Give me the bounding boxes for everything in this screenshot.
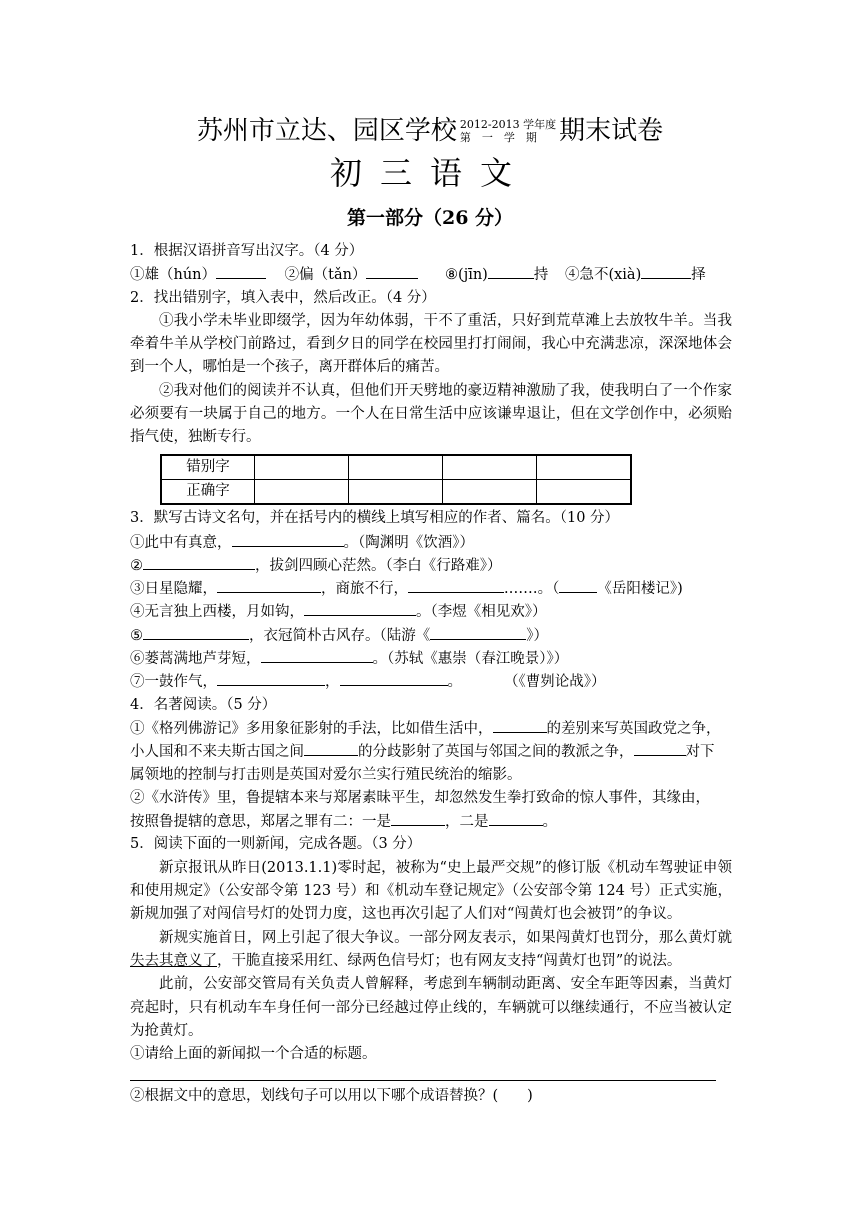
q4-blank[interactable] bbox=[391, 810, 445, 826]
q4-b-text-3: 。 bbox=[542, 814, 557, 831]
q3-line-2 bbox=[130, 554, 732, 577]
answer-cell[interactable] bbox=[349, 479, 443, 504]
q1-blank-2[interactable] bbox=[366, 263, 418, 279]
q4-a-text-2: 的差别来写英国政党之争， bbox=[546, 720, 721, 737]
q3-line-6 bbox=[130, 647, 732, 670]
q3-line-1 bbox=[130, 531, 732, 554]
q3-l7-text-2: ， bbox=[325, 674, 340, 691]
q3-l6-source: 。（苏轼《惠崇（春江晚景）》） bbox=[372, 651, 569, 668]
q1-prompt: 1．根据汉语拼音写出汉字。（4 分） bbox=[130, 243, 364, 259]
q4-b-line-2 bbox=[130, 810, 732, 833]
q3-title-blank[interactable] bbox=[430, 624, 526, 640]
answer-cell[interactable] bbox=[443, 479, 537, 504]
q3-l1-source: 。（陶渊明《饮酒》） bbox=[343, 534, 474, 551]
q4-a-line-3: 属领地的控制与打击则是英国对爱尔兰实行殖民统治的缩影。 bbox=[130, 766, 522, 783]
q3-blank[interactable] bbox=[217, 577, 321, 593]
answer-cell[interactable] bbox=[255, 455, 349, 480]
q3-l3-source: 《岳阳楼记》) bbox=[597, 581, 683, 598]
school-name: 苏州市立达、园区学校 bbox=[196, 116, 457, 146]
q4-prompt: 4．名著阅读。（5 分） bbox=[130, 696, 277, 713]
q3-l3-text-2: ，商旅不行， bbox=[321, 581, 408, 598]
q3-l4-text: ④无言独上西楼，月如钩， bbox=[130, 604, 304, 621]
q3-blank[interactable] bbox=[143, 554, 255, 570]
q1-item-4: ④急不(xià) bbox=[564, 267, 642, 284]
q3-l5-text-2: ，衣冠简朴古风存。（陆游《 bbox=[249, 627, 431, 644]
q1-item-1: ①雄（hún） bbox=[130, 267, 217, 284]
q3-line-4 bbox=[130, 600, 732, 623]
q3-blank[interactable] bbox=[217, 670, 325, 686]
answer-cell[interactable] bbox=[443, 455, 537, 480]
q5-p2-text-2: ，干脆直接采用红、绿两色信号灯；也有网友支持“闯黄灯也罚”的说法。 bbox=[217, 952, 682, 969]
q5-subquestion-2: ②根据文中的意思，划线句子可以用以下哪个成语替换？( ) bbox=[130, 1088, 533, 1105]
q3-author-blank[interactable] bbox=[559, 577, 597, 593]
q3-line-5 bbox=[130, 624, 732, 647]
q2-passage-1: ①我小学未毕业即缀学，因为年幼体弱，干不了重活，只好到荒草滩上去放牧牛羊。当我牵着牛羊从学校门前路过，看到夕日的同学在校园里打打闹闹，我心中充满悲凉，深深地体会到一个人，哪怕是一个孩子，离开群体后的痛苦。 bbox=[130, 312, 732, 376]
q3-blank[interactable] bbox=[232, 531, 344, 547]
row-label-wrong: 错别字 bbox=[161, 455, 255, 480]
q3-blank[interactable] bbox=[408, 577, 504, 593]
q1-blank-3[interactable] bbox=[488, 263, 534, 279]
q1-item-4-tail: 择 bbox=[691, 267, 706, 284]
answer-cell[interactable] bbox=[255, 479, 349, 504]
q3-l4-source: 。（李煜《相见欢》） bbox=[416, 604, 547, 621]
q1-item-3: ⑧(jīn) bbox=[445, 267, 488, 284]
q3-line-7 bbox=[130, 670, 732, 693]
q4-a-text-4: 的分歧影射了英国与邻国之间的教派之争， bbox=[358, 744, 634, 761]
q3-l7-text-3: 。 bbox=[447, 674, 462, 691]
q1-item-2: ②偏（tǎn） bbox=[284, 267, 367, 284]
q4-b-text-2: ，二是 bbox=[445, 814, 489, 831]
q3-l2-text: ② bbox=[130, 557, 143, 574]
q3-blank[interactable] bbox=[143, 624, 249, 640]
q5-news-paragraph-2 bbox=[130, 927, 732, 974]
answer-cell[interactable] bbox=[537, 479, 632, 504]
part-title: 第一部分（26 分） bbox=[346, 207, 514, 229]
q3-blank[interactable] bbox=[340, 670, 448, 686]
term-label: 第 一 学 期 bbox=[459, 131, 537, 144]
table-row bbox=[161, 479, 631, 504]
exam-body bbox=[130, 240, 732, 1109]
q3-l3-text: ③日星隐耀， bbox=[130, 581, 217, 598]
q4-blank[interactable] bbox=[634, 740, 686, 756]
q5-prompt: 5．阅读下面的一则新闻，完成各题。（3 分） bbox=[130, 836, 422, 853]
exam-name: 期末试卷 bbox=[559, 116, 664, 146]
q3-l1-text: ①此中有真意， bbox=[130, 534, 232, 551]
q3-l5-source: 》） bbox=[526, 627, 548, 644]
q4-a-text-3: 小人国和不来夫斯古国之间 bbox=[130, 744, 304, 761]
q4-a-text-5: 对下 bbox=[685, 744, 715, 761]
q4-a-text: ①《格列佛游记》多用象征影射的手法，比如借生活中， bbox=[130, 720, 493, 737]
q4-blank[interactable] bbox=[304, 740, 358, 756]
q1-item-3-tail: 持 bbox=[533, 267, 549, 284]
q5-answer-line[interactable] bbox=[130, 1066, 716, 1081]
q4-blank[interactable] bbox=[493, 717, 547, 733]
q3-blank[interactable] bbox=[261, 647, 373, 663]
q3-prompt: 3．默写古诗文名句，并在括号内的横线上填写相应的作者、篇名。（10 分） bbox=[130, 510, 620, 527]
q4-blank[interactable] bbox=[489, 810, 543, 826]
exam-title bbox=[0, 112, 860, 149]
q4-b-line-1: ②《水浒传》里，鲁提辖本来与郑屠素昧平生，却忽然发生拳打致命的惊人事件，其缘由， bbox=[130, 789, 710, 806]
q5-underlined-phrase: 失去其意义了 bbox=[130, 952, 217, 969]
q1-blank-1[interactable] bbox=[216, 263, 266, 279]
q2-prompt: 2．找出错别字，填入表中，然后改正。（4 分） bbox=[130, 289, 436, 306]
q3-line-3 bbox=[130, 577, 732, 600]
q4-a-line-1 bbox=[130, 717, 732, 740]
q2-answer-table bbox=[160, 454, 632, 506]
school-year: 2012-2013 学年度 bbox=[459, 118, 557, 131]
row-label-correct: 正确字 bbox=[161, 479, 255, 504]
q4-b-text: 按照鲁提辖的意思，郑屠之罪有二：一是 bbox=[130, 814, 391, 831]
q3-l2-source: ，拔剑四顾心茫然。（李白《行路难》） bbox=[255, 557, 502, 574]
term-stack bbox=[460, 118, 556, 144]
q5-subquestion-1: ①请给上面的新闻拟一个合适的标题。 bbox=[130, 1046, 377, 1063]
answer-cell[interactable] bbox=[537, 455, 632, 480]
q3-l7-text: ⑦一鼓作气， bbox=[130, 674, 217, 691]
q3-blank[interactable] bbox=[304, 600, 416, 616]
answer-cell[interactable] bbox=[349, 455, 443, 480]
q1-items bbox=[130, 263, 732, 286]
q3-l3-text-3: .……。（ bbox=[504, 581, 560, 598]
q3-l6-text: ⑥蒌蒿满地芦芽短， bbox=[130, 651, 261, 668]
q4-a-line-2 bbox=[130, 740, 732, 763]
q3-l5-text: ⑤ bbox=[130, 627, 143, 644]
q1-blank-4[interactable] bbox=[641, 263, 691, 279]
q3-l7-source: （《曹刿论战》） bbox=[504, 674, 606, 691]
q2-passage-2: ②我对他们的阅读并不认真，但他们开天劈地的豪迈精神激励了我，使我明白了一个作家必须要有一块属于自己的地方。一个人在日常生活中应该谦卑退让，但在文学创作中，必须贻指气使，独断专行。 bbox=[130, 382, 732, 446]
q5-news-paragraph-3: 此前，公安部交管局有关负责人曾解释，考虑到车辆制动距离、安全车距等因素，当黄灯亮起时，只有机动车车身任何一部分已经越过停止线的，车辆就可以继续通行，不应当被认定为抢黄灯。 bbox=[130, 976, 732, 1039]
q5-news-paragraph-1: 新京报讯从昨日(2013.1.1)零时起，被称为“史上最严交规”的修订版《机动车驾驶证申领和使用规定》（公安部令第 123 号）和《机动车登记规定》（公安部令第 124 号）正式实施，新规加强了对闯信号灯的处罚力度，这也再次引起了人们对“闯黄灯也会被罚”的争议。 bbox=[130, 859, 732, 923]
q5-p2-text: 新规实施首日，网上引起了很大争议。一部分网友表示，如果闯黄灯也罚分，那么黄灯就 bbox=[159, 929, 732, 946]
subject-title: 初三语文 bbox=[329, 154, 530, 192]
table-row bbox=[161, 455, 631, 480]
